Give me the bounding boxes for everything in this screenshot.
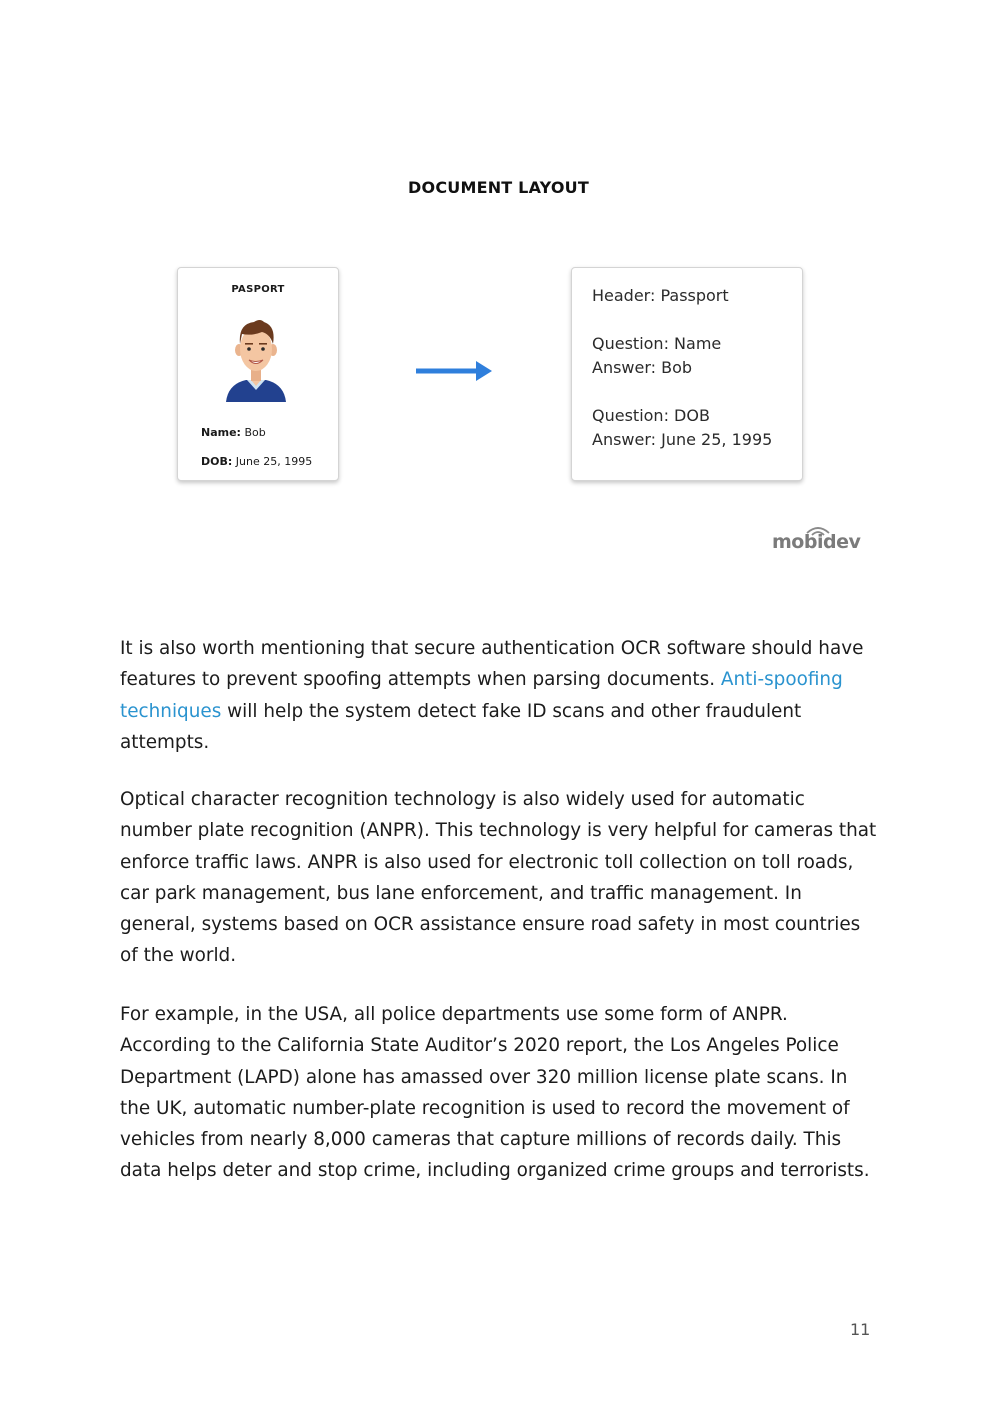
passport-name-value: Bob xyxy=(240,426,266,439)
passport-title: PASPORT xyxy=(231,284,285,295)
parsed-result-card xyxy=(571,267,803,481)
result-header-line: Header: Passport xyxy=(592,286,729,305)
p1-text-after: will help the system detect fake ID scans and other fraudulent attempts. xyxy=(120,700,802,753)
paragraph-anpr: Optical character recognition technology is also widely used for automatic number plate recognition (ANPR). This technology is very helpful for cameras that enforce traffic laws. ANPR is also used for electronic toll collection on toll roads, car park management, bus lane enforcement, and traffic management. In general, systems based on OCR assistance ensure road safety in most countries of the world. xyxy=(120,789,877,967)
result-answer-name-line: Answer: Bob xyxy=(592,358,693,377)
passport-name-field xyxy=(201,426,266,439)
figure-title: DOCUMENT LAYOUT xyxy=(408,178,589,197)
paragraph-usa-example: For example, in the USA, all police departments use some form of ANPR. According to the California State Auditor’s 2020 report, the Los Angeles Police Department (LAPD) alone has amassed over 320 million license plate scans. In the UK, automatic number-plate recognition is used to record the movement of vehicles from nearly 8,000 cameras that capture millions of records daily. This data helps deter and stop crime, including organized crime groups and terrorists. xyxy=(120,1004,870,1182)
anti-spoofing-link[interactable]: Anti-spoofing techniques xyxy=(120,669,843,722)
passport-name-label: Name: xyxy=(201,426,241,439)
paragraph-anti-spoofing xyxy=(120,633,880,758)
page-number: 11 xyxy=(850,1320,871,1339)
result-question-dob-line: Question: DOB xyxy=(592,406,710,425)
result-question-name-line: Question: Name xyxy=(592,334,722,353)
passport-card xyxy=(177,267,339,481)
result-answer-dob-line: Answer: June 25, 1995 xyxy=(592,430,773,449)
passport-dob-field xyxy=(201,455,312,468)
passport-dob-label: DOB: xyxy=(201,455,233,468)
mobidev-logo: mobidev xyxy=(772,531,861,553)
p1-text-before: It is also worth mentioning that secure authentication OCR software should have features to prevent spoofing attempts when parsing documents. xyxy=(120,638,864,691)
passport-dob-value: June 25, 1995 xyxy=(232,455,313,468)
arrow-right-icon xyxy=(414,360,494,382)
person-avatar-icon xyxy=(218,316,294,406)
